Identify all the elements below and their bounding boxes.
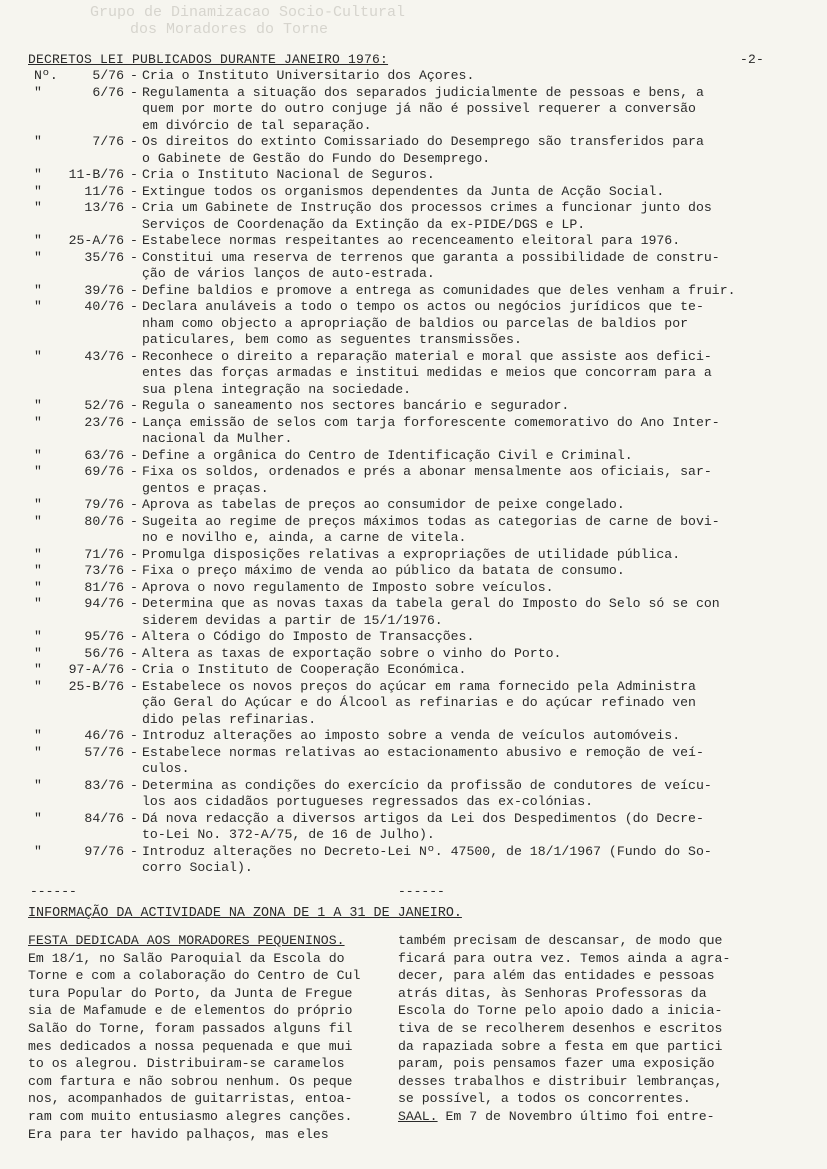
text-line: nos, acompanhados de guitarristas, entoa- — [28, 1091, 353, 1107]
decree-dash: - — [130, 497, 138, 512]
decree-description — [142, 497, 768, 514]
decree-row — [28, 398, 768, 415]
decree-description — [142, 679, 768, 729]
decree-description-line: Os direitos do extinto Comissariado do Desemprego são transferidos para — [142, 134, 704, 149]
decree-row — [28, 68, 768, 85]
decree-ditto-mark: " — [34, 843, 42, 859]
decree-number: 6/76 — [92, 84, 124, 100]
decree-row — [28, 85, 768, 135]
decree-row — [28, 134, 768, 167]
decree-description — [142, 629, 768, 646]
decree-dash: - — [130, 414, 138, 430]
decree-description-line: Estabelece os novos preços do açúcar em rama fornecido pela Administra — [142, 678, 696, 694]
text-line: também precisam de descansar, de modo que — [398, 933, 723, 948]
decree-row — [28, 448, 768, 465]
decree-description-line: ção Geral do Açúcar e do Álcool as refinarias e do açúcar refinado ven — [142, 695, 696, 710]
decree-number: 11/76 — [84, 183, 124, 199]
decree-description-line: Introduz alterações ao imposto sobre a venda de veículos automóveis. — [142, 728, 681, 743]
decree-description-line: Serviços de Coordenação da Extinção da ex-PIDE/DGS e LP. — [142, 216, 586, 232]
decree-dash: - — [130, 447, 138, 463]
decree-description-line: Sugeita ao regime de preços máximos todas as categorias de carne de bovi- — [142, 513, 720, 529]
decree-number: 73/76 — [84, 563, 124, 578]
decree-dash: - — [130, 563, 138, 578]
decree-number: 35/76 — [84, 249, 124, 265]
decree-description — [142, 398, 768, 415]
saal-text: Em 7 de Novembro último foi entre- — [445, 1108, 715, 1124]
decree-description-line: Regula o saneamento nos sectores bancário e segurador. — [142, 398, 570, 413]
text-line: mes dedicados a nossa pequenada e que mui — [28, 1038, 353, 1054]
decree-row — [28, 184, 768, 201]
decree-number: 94/76 — [84, 596, 124, 611]
decree-ditto-mark: " — [34, 183, 42, 199]
decree-description-line: Declara anuláveis a todo o tempo os actos ou negócios jurídicos que te- — [142, 299, 704, 314]
decree-description-line: culos. — [142, 761, 190, 776]
section-title: INFORMAÇÃO DA ACTIVIDADE NA ZONA DE 1 A 31 DE JANEIRO. — [28, 906, 462, 921]
decree-ditto-mark: " — [34, 579, 42, 595]
decree-description-line: los aos cidadãos portugueses regressados das ex-colónias. — [142, 794, 594, 809]
decree-row — [28, 283, 768, 300]
text-line: ficará para outra vez. Temos ainda a agra- — [398, 950, 731, 966]
decree-dash: - — [130, 678, 138, 694]
decree-description — [142, 844, 768, 877]
decree-row — [28, 415, 768, 448]
decree-dash: - — [130, 249, 138, 265]
decree-ditto-mark: Nº. — [34, 68, 58, 83]
decree-ditto-mark: " — [34, 282, 42, 298]
decree-number: 69/76 — [84, 464, 124, 479]
decree-description-line: Fixa os soldos, ordenados e prés a abonar mensalmente aos oficiais, sar- — [142, 464, 712, 479]
decree-ditto-mark: " — [34, 414, 42, 430]
decree-description-line: sua plena integração na sociedade. — [142, 381, 412, 397]
decree-description-line: Aprova o novo regulamento de Imposto sobre veículos. — [142, 579, 554, 595]
decree-ditto-mark: " — [34, 134, 42, 149]
decree-description-line: o Gabinete de Gestão do Fundo do Desemprego. — [142, 150, 491, 166]
decree-row — [28, 299, 768, 349]
text-line: Salão do Torne, foram passados alguns fil — [28, 1020, 353, 1036]
decree-description-line: Cria um Gabinete de Instrução dos processos crimes a funcionar junto dos — [142, 200, 712, 215]
decree-number: 13/76 — [84, 200, 124, 215]
decree-dash: - — [130, 68, 138, 83]
decree-dash: - — [130, 513, 138, 529]
decree-description-line: Cria o Instituto Nacional de Seguros. — [142, 167, 435, 182]
decree-number: 57/76 — [84, 744, 124, 760]
decree-ditto-mark: " — [34, 629, 42, 644]
decree-description-line: Determina as condições do exercício da profissão de condutores de veícu- — [142, 777, 712, 793]
decree-ditto-mark: " — [34, 200, 42, 215]
decree-ditto-mark: " — [34, 513, 42, 529]
decrees-list — [28, 68, 768, 877]
text-line: to os alegrou. Distribuiram-se caramelos — [28, 1056, 345, 1072]
decree-description-line: Altera as taxas de exportação sobre o vinho do Porto. — [142, 645, 562, 661]
decree-description — [142, 563, 768, 580]
decree-description — [142, 448, 768, 465]
decree-row — [28, 580, 768, 597]
decree-ditto-mark: " — [34, 645, 42, 661]
decree-ditto-mark: " — [34, 167, 42, 182]
text-line: sia de Mafamude e de elementos do próprio — [28, 1003, 353, 1019]
right-column — [398, 932, 768, 1126]
text-line: Escola do Torne pelo apoio dado a inicia- — [398, 1003, 723, 1019]
decree-description — [142, 85, 768, 135]
decree-description — [142, 580, 768, 597]
decree-description-line: nham como objecto a apropriação de baldios ou parcelas de baldios por — [142, 315, 689, 331]
decree-row — [28, 811, 768, 844]
decree-description-line: Cria o Instituto de Cooperação Económica. — [142, 662, 467, 677]
text-line: desses trabalhos e distribuir lembranças, — [398, 1073, 723, 1089]
decree-ditto-mark: " — [34, 447, 42, 463]
decree-row — [28, 646, 768, 663]
text-line: Em 18/1, no Salão Paroquial da Escola do — [28, 950, 345, 966]
decree-description — [142, 464, 768, 497]
decree-number: 52/76 — [84, 398, 124, 413]
bleed-through-text — [90, 4, 790, 54]
decree-dash: - — [130, 200, 138, 215]
decree-row — [28, 778, 768, 811]
decree-ditto-mark: " — [34, 678, 42, 694]
decree-description-line: siderem devidas a partir de 15/1/1976. — [142, 612, 443, 628]
decree-dash: - — [130, 167, 138, 182]
decree-dash: - — [130, 744, 138, 760]
decree-description-line: no e novilho e, ainda, a carne de vitela. — [142, 530, 467, 545]
decree-description — [142, 596, 768, 629]
decree-description-line: Reconhece o direito a reparação material e moral que assiste aos defici- — [142, 348, 712, 364]
decree-row — [28, 547, 768, 564]
decree-description-line: corro Social). — [142, 860, 253, 875]
decree-number: 43/76 — [84, 348, 124, 364]
decree-dash: - — [130, 662, 138, 677]
decree-description — [142, 68, 768, 85]
decree-number: 81/76 — [84, 579, 124, 595]
text-line: decer, para além das entidades e pessoas — [398, 968, 715, 984]
decrees-heading: DECRETOS LEI PUBLICADOS DURANTE JANEIRO 1976: — [28, 52, 389, 67]
decree-number: 84/76 — [84, 810, 124, 826]
decree-description-line: Cria o Instituto Universitario dos Açores. — [142, 68, 475, 83]
decree-description-line: Promulga disposições relativas a expropriações de utilidade pública. — [142, 546, 681, 562]
bleed-line: dos Moradores do Torne — [130, 21, 329, 38]
decree-description-line: Altera o Código do Imposto de Transacções. — [142, 629, 475, 644]
text-line: Torne e com a colaboração do Centro de Cul — [28, 968, 361, 984]
decree-dash: - — [130, 84, 138, 100]
decree-row — [28, 629, 768, 646]
decree-description — [142, 250, 768, 283]
decree-description-line: Estabelece normas relativas ao estacionamento abusivo e remoção de veí- — [142, 744, 704, 760]
decree-description — [142, 778, 768, 811]
decree-number: 5/76 — [92, 68, 124, 83]
decree-ditto-mark: " — [34, 662, 42, 677]
decree-number: 63/76 — [84, 447, 124, 463]
decree-row — [28, 167, 768, 184]
decree-row — [28, 464, 768, 497]
decree-dash: - — [130, 183, 138, 199]
decree-description-line: Lança emissão de selos com tarja forforescente comemorativo do Ano Inter- — [142, 414, 720, 430]
decree-description-line: Estabelece normas respeitantes ao recenceamento eleitoral para 1976. — [142, 233, 681, 248]
decree-description — [142, 646, 768, 663]
decree-number: 95/76 — [84, 629, 124, 644]
decree-ditto-mark: " — [34, 563, 42, 578]
decree-description — [142, 415, 768, 448]
decree-description-line: nacional da Mulher. — [142, 431, 293, 446]
text-line: da rapaziada sobre a festa em que partici — [398, 1038, 723, 1054]
decree-dash: - — [130, 810, 138, 826]
decree-description-line: quem por morte do outro conjuge já não é possivel requerer a conversão — [142, 101, 696, 116]
left-column-text — [28, 950, 390, 1144]
decree-description — [142, 547, 768, 564]
text-line: Era para ter havido palhaços, mas eles — [28, 1126, 329, 1142]
decree-description-line: Define a orgânica do Centro de Identificação Civil e Criminal. — [142, 447, 633, 463]
decree-ditto-mark: " — [34, 744, 42, 760]
decree-dash: - — [130, 464, 138, 479]
decree-dash: - — [130, 398, 138, 413]
decree-description-line: paticulares, bem como as seguentes transmissões. — [142, 332, 522, 347]
page-number: -2- — [739, 52, 764, 67]
decree-ditto-mark: " — [34, 596, 42, 611]
decree-ditto-mark: " — [34, 299, 42, 314]
decree-row — [28, 349, 768, 399]
decree-dash: - — [130, 728, 138, 743]
decree-number: 83/76 — [84, 777, 124, 793]
decree-row — [28, 662, 768, 679]
decree-row — [28, 844, 768, 877]
decree-dash: - — [130, 579, 138, 595]
decree-description-line: ção de vários lanços de auto-estrada. — [142, 266, 435, 281]
text-line: tiva de se recolherem desenhos e escritos — [398, 1020, 723, 1036]
decree-description — [142, 745, 768, 778]
saal-line — [398, 1108, 768, 1126]
decree-number: 23/76 — [84, 414, 124, 430]
text-line: ram com muito entusiasmo alegres canções. — [28, 1108, 353, 1124]
decree-number: 80/76 — [84, 513, 124, 529]
decree-ditto-mark: " — [34, 546, 42, 562]
decree-row — [28, 679, 768, 729]
decree-number: 56/76 — [84, 645, 124, 661]
decree-description — [142, 728, 768, 745]
decree-row — [28, 233, 768, 250]
decree-ditto-mark: " — [34, 348, 42, 364]
decree-description-line: Aprova as tabelas de preços ao consumidor de peixe congelado. — [142, 497, 625, 512]
separator-right: ------ — [398, 884, 445, 899]
decree-number: 25-B/76 — [68, 678, 124, 694]
decree-description — [142, 811, 768, 844]
decree-row — [28, 728, 768, 745]
decree-description-line: Introduz alterações no Decreto-Lei Nº. 47500, de 18/1/1967 (Fundo do So- — [142, 843, 712, 859]
festa-heading: FESTA DEDICADA AOS MORADORES PEQUENINOS. — [28, 933, 345, 948]
decree-row — [28, 250, 768, 283]
decree-ditto-mark: " — [34, 497, 42, 512]
decree-dash: - — [130, 299, 138, 314]
decree-row — [28, 563, 768, 580]
decree-number: 71/76 — [84, 546, 124, 562]
decree-description-line: Determina que as novas taxas da tabela geral do Imposto do Selo só se con — [142, 596, 720, 611]
decree-number: 97-A/76 — [68, 662, 124, 677]
decree-description-line: to-Lei No. 372-A/75, de 16 de Julho). — [142, 827, 435, 842]
decree-ditto-mark: " — [34, 398, 42, 413]
decree-description-line: Extingue todos os organismos dependentes da Junta de Acção Social. — [142, 183, 665, 199]
decree-description — [142, 514, 768, 547]
decree-number: 46/76 — [84, 728, 124, 743]
text-line: com fartura e não sobrou nenhum. Os peque — [28, 1073, 353, 1089]
decree-description-line: Dá nova redacção a diversos artigos da Lei dos Despedimentos (do Decre- — [142, 810, 704, 826]
decree-dash: - — [130, 596, 138, 611]
bleed-line: Grupo de Dinamizacao Socio-Cultural — [90, 4, 406, 21]
decree-ditto-mark: " — [34, 810, 42, 826]
decree-row — [28, 200, 768, 233]
decree-description — [142, 134, 768, 167]
decree-description-line: dido pelas refinarias. — [142, 711, 317, 727]
decree-number: 11-B/76 — [68, 167, 124, 182]
decree-dash: - — [130, 629, 138, 644]
decree-description-line: entes das forças armadas e institui medidas e meios que concorram para a — [142, 365, 712, 380]
decree-ditto-mark: " — [34, 464, 42, 479]
decree-description-line: Fixa o preço máximo de venda ao público da batata de consumo. — [142, 563, 625, 578]
decree-dash: - — [130, 348, 138, 364]
decree-row — [28, 596, 768, 629]
decree-dash: - — [130, 645, 138, 661]
decree-ditto-mark: " — [34, 249, 42, 265]
text-line: tura Popular do Porto, da Junta de Fregue — [28, 985, 353, 1001]
saal-heading: SAAL. — [398, 1108, 438, 1124]
separator-left: ------ — [30, 884, 77, 899]
decree-number: 25-A/76 — [68, 233, 124, 248]
decree-row — [28, 497, 768, 514]
decree-ditto-mark: " — [34, 777, 42, 793]
decree-dash: - — [130, 777, 138, 793]
right-column-text — [398, 932, 768, 1108]
decree-description-line: em divórcio de tal separação. — [142, 117, 372, 133]
decree-description-line: Regulamenta a situação dos separados judicialmente de pessoas e bens, a — [142, 84, 704, 100]
decree-ditto-mark: " — [34, 84, 42, 100]
decree-ditto-mark: " — [34, 728, 42, 743]
decree-description — [142, 299, 768, 349]
decree-dash: - — [130, 233, 138, 248]
left-column — [28, 932, 390, 1143]
decree-ditto-mark: " — [34, 233, 42, 248]
decree-number: 39/76 — [84, 282, 124, 298]
decree-number: 79/76 — [84, 497, 124, 512]
decree-number: 7/76 — [92, 134, 124, 149]
decree-row — [28, 514, 768, 547]
decree-description — [142, 349, 768, 399]
decree-description-line: Constitui uma reserva de terrenos que garanta a possibilidade de constru- — [142, 249, 720, 265]
decree-description — [142, 233, 768, 250]
decree-number: 40/76 — [84, 299, 124, 314]
decree-description — [142, 167, 768, 184]
text-line: atrás ditas, às Senhoras Professoras da — [398, 985, 707, 1001]
decree-description-line: gentos e praças. — [142, 480, 269, 496]
decree-description — [142, 662, 768, 679]
decree-description-line: Define baldios e promove a entrega as comunidades que deles venham a fruir. — [142, 282, 736, 298]
decree-row — [28, 745, 768, 778]
decree-description — [142, 283, 768, 300]
text-line: param, pois pensamos fazer uma exposição — [398, 1056, 715, 1072]
text-line: se possível, a todos os concorrentes. — [398, 1091, 691, 1107]
decree-dash: - — [130, 546, 138, 562]
decree-dash: - — [130, 282, 138, 298]
decree-description — [142, 184, 768, 201]
decree-description — [142, 200, 768, 233]
decree-dash: - — [130, 134, 138, 149]
decree-number: 97/76 — [84, 843, 124, 859]
decree-dash: - — [130, 843, 138, 859]
